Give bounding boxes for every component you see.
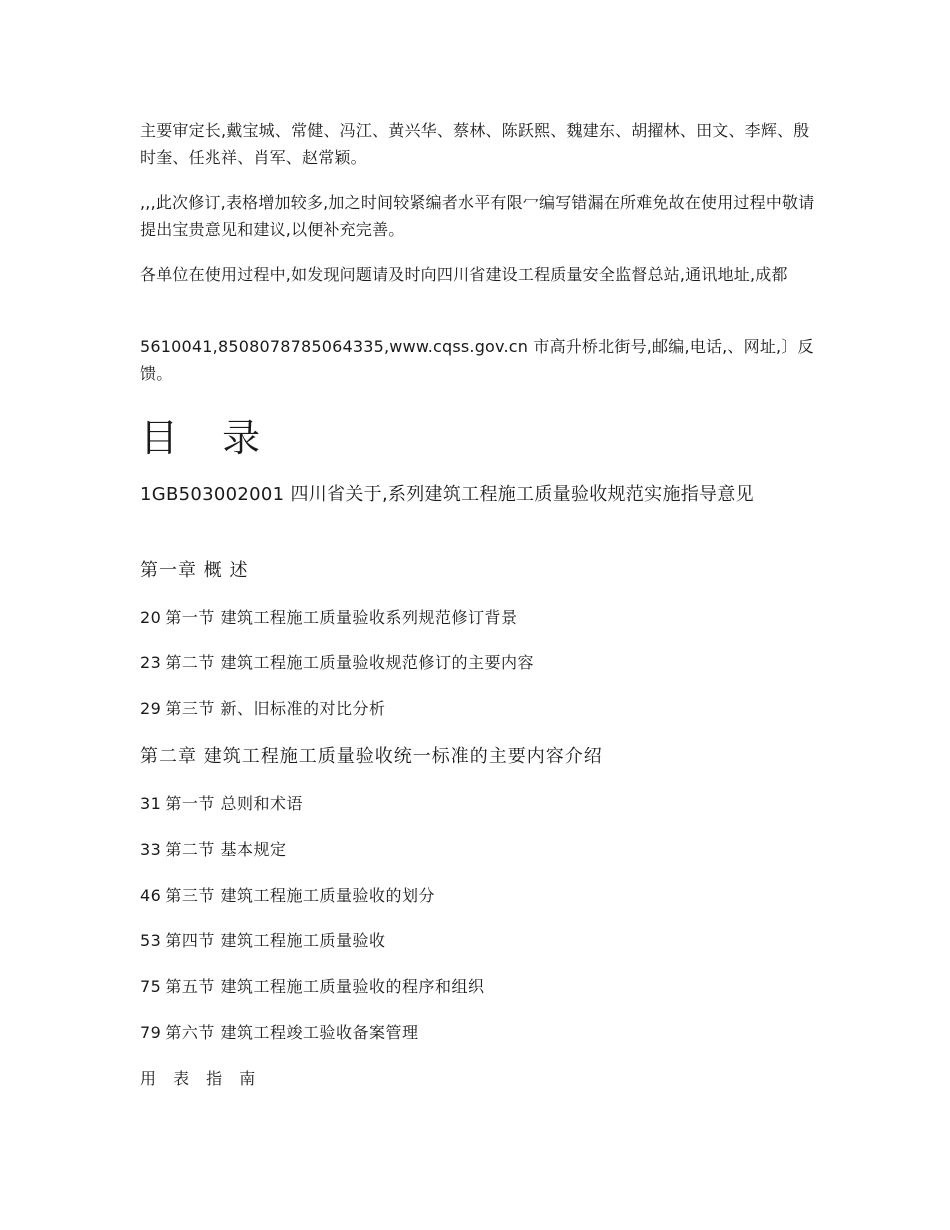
toc-item-label: 第三节 建筑工程施工质量验收的划分: [165, 886, 435, 905]
toc-title: 目 录: [140, 416, 277, 460]
feedback-paragraph: 各单位在使用过程中,如发现问题请及时向四川省建设工程质量安全监督总站,通讯地址,成都: [140, 265, 788, 284]
toc-item-page: 79: [140, 1023, 162, 1042]
toc-item-page: 53: [140, 931, 162, 950]
toc-item: [140, 651, 534, 675]
toc-item: [140, 1021, 418, 1045]
toc-item: [140, 697, 385, 721]
toc-item-label: 第一节 总则和术语: [165, 794, 303, 813]
toc-item-label: 第四节 建筑工程施工质量验收: [165, 931, 386, 950]
toc-chapter-1: 第一章 概 述: [140, 560, 249, 581]
toc-item-page: 23: [140, 653, 162, 672]
toc-item-label: 第二节 基本规定: [165, 840, 287, 859]
toc-item: [140, 975, 484, 999]
toc-item: [140, 884, 435, 908]
toc-item-label: 第二节 建筑工程施工质量验收规范修订的主要内容: [165, 653, 534, 672]
toc-item-page: 46: [140, 886, 162, 905]
toc-item-page: 20: [140, 608, 162, 627]
toc-document-heading: 1GB503002001 四川省关于,系列建筑工程施工质量验收规范实施指导意见: [140, 484, 754, 505]
toc-item-label: 第三节 新、旧标准的对比分析: [165, 699, 386, 718]
toc-item-page: 29: [140, 699, 162, 718]
toc-item: [140, 792, 303, 816]
toc-item-label: 第一节 建筑工程施工质量验收系列规范修订背景: [165, 608, 518, 627]
revision-note-paragraph: ,,,此次修订,表格增加较多,加之时间较紧编者水平有限冖编写错漏在所难免故在使用过程中敬请提出宝贵意见和建议,以便补充完善。: [140, 193, 815, 239]
reviewers-paragraph: 主要审定长,戴宝城、常健、冯江、黄兴华、蔡林、陈跃熙、魏建东、胡擢林、田文、李辉、殷时奎、任兆祥、肖军、赵常颖。: [140, 121, 810, 167]
toc-item-page: 31: [140, 794, 162, 813]
toc-item: [140, 838, 286, 862]
toc-item-page: 33: [140, 840, 162, 859]
toc-item-page: 75: [140, 977, 162, 996]
contact-paragraph: 5610041,8508078785064335,www.cqss.gov.cn 市高升桥北街号,邮编,电话,、网址,〕反馈。: [140, 337, 814, 383]
toc-chapter-2: 第二章 建筑工程施工质量验收统一标准的主要内容介绍: [140, 746, 603, 767]
toc-item: [140, 929, 385, 953]
toc-item-label: 第五节 建筑工程施工质量验收的程序和组织: [165, 977, 485, 996]
toc-item-label: 第六节 建筑工程竣工验收备案管理: [165, 1023, 419, 1042]
toc-section-forms-guide: 用 表 指 南: [140, 1069, 262, 1088]
toc-item: [140, 606, 517, 630]
